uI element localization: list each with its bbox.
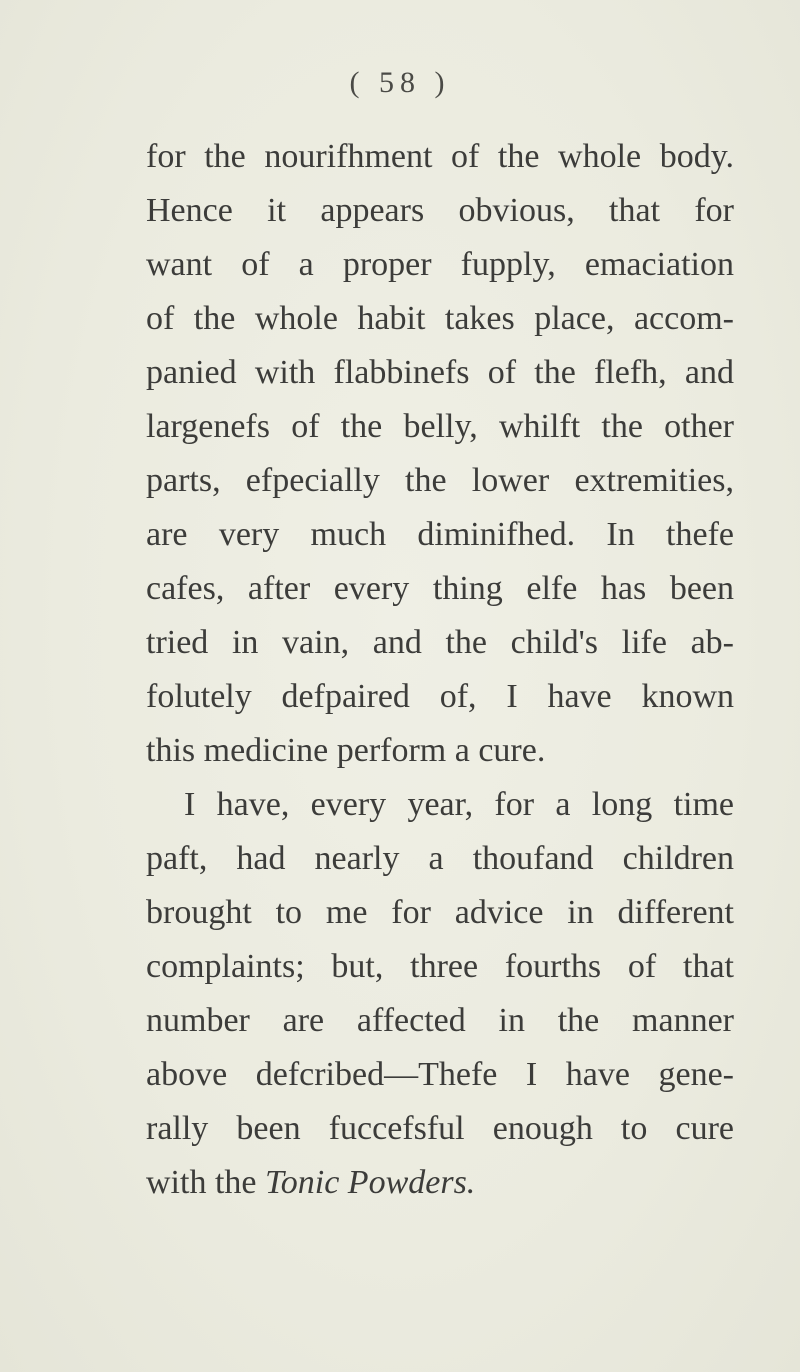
text-line: this medicine perform a cure. <box>146 732 546 769</box>
text-line: panied with flabbinefs of the flefh, and <box>146 354 734 391</box>
final-line-prefix: with the <box>146 1164 265 1201</box>
text-line: of the whole habit takes place, accom- <box>146 300 734 337</box>
text-line: tried in vain, and the child's life ab- <box>146 624 734 661</box>
text-line: want of a proper fupply, emaciation <box>146 246 734 283</box>
text-line: rally been fuccefsful enough to cure <box>146 1110 734 1147</box>
text-line: are very much diminifhed. In thefe <box>146 516 734 553</box>
text-line: largenefs of the belly, whilft the other <box>146 408 734 445</box>
text-line: number are affected in the manner <box>146 1002 734 1039</box>
body-text <box>146 130 734 1210</box>
tonic-powders-title: Tonic Powders. <box>264 1164 476 1201</box>
final-line <box>146 1156 734 1210</box>
page-number: ( 58 ) <box>349 66 451 99</box>
text-line: paft, had nearly a thoufand children <box>146 840 734 877</box>
text-line: parts, efpecially the lower extremities, <box>146 462 734 499</box>
text-line: for the nourifhment of the whole body. <box>146 138 734 175</box>
text-line: brought to me for advice in different <box>146 894 734 931</box>
text-line: above defcribed—Thefe I have gene- <box>146 1056 734 1093</box>
text-line: I have, every year, for a long time <box>184 786 734 823</box>
text-line: complaints; but, three fourths of that <box>146 948 734 985</box>
text-line: folutely defpaired of, I have known <box>146 678 734 715</box>
text-line: Hence it appears obvious, that for <box>146 192 734 229</box>
text-line: cafes, after every thing elfe has been <box>146 570 734 607</box>
